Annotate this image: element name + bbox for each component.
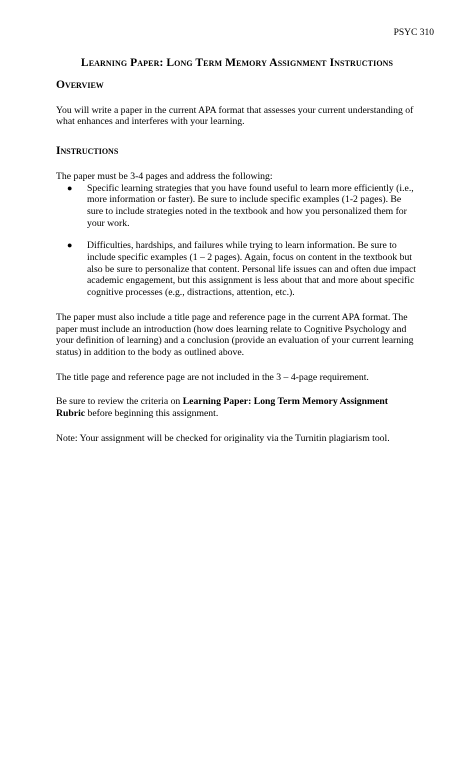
- overview-heading: Overview: [56, 79, 104, 91]
- bullet-dot-icon: ●: [67, 182, 73, 193]
- rubric-text-after: before beginning this assignment.: [85, 408, 219, 420]
- requirements-list: [56, 183, 418, 299]
- list-item-text: Difficulties, hardships, and failures while trying to learn information. Be sure to include specific examples (1 – 2 pages). Again, focus on content in the textbook but also be sure to personalize that content. Personal life issues can and often due impact academic engagement, but this assignment is less about that and more about specific cognitive processes (e.g., distractions, attention, etc.).: [87, 240, 417, 299]
- instructions-intro: The paper must be 3-4 pages and address the following:: [56, 170, 273, 182]
- paragraph-page-requirement: The title page and reference page are not included in the 3 – 4-page requirement.: [56, 371, 369, 383]
- document-title: Learning Paper: Long Term Memory Assignment Instructions: [80, 57, 394, 69]
- list-item: [56, 240, 418, 299]
- list-item-text: Specific learning strategies that you have found useful to learn more efficiently (i.e., more information or faster). Be sure to include specific examples (1-2 pages). Be sure to include strategies noted in the textbook and how you personalized them for your work.: [87, 182, 414, 229]
- paragraph-rubric: [56, 396, 418, 419]
- overview-text: You will write a paper in the current APA format that assesses your current understanding of what enhances and interferes with your learning.: [56, 104, 414, 128]
- list-item: [56, 183, 418, 230]
- rubric-title: Learning Paper: Long Term Memory Assignment Rubric: [56, 396, 389, 420]
- rubric-text-before: Be sure to review the criteria on: [56, 396, 183, 408]
- paragraph-originality-note: Note: Your assignment will be checked for originality via the Turnitin plagiarism tool.: [56, 432, 390, 444]
- paragraph-apa-requirements: The paper must also include a title page and reference page in the current APA format. The paper must include an introduction (how does learning relate to Cognitive Psychology and your definition of learning) and a conclusion (provide an evaluation of your current learning status) in addition to the body as outlined above.: [56, 311, 414, 358]
- document-body: [56, 76, 418, 444]
- course-code: PSYC 310: [393, 28, 434, 38]
- instructions-heading: Instructions: [56, 145, 119, 158]
- bullet-dot-icon: ●: [67, 240, 73, 251]
